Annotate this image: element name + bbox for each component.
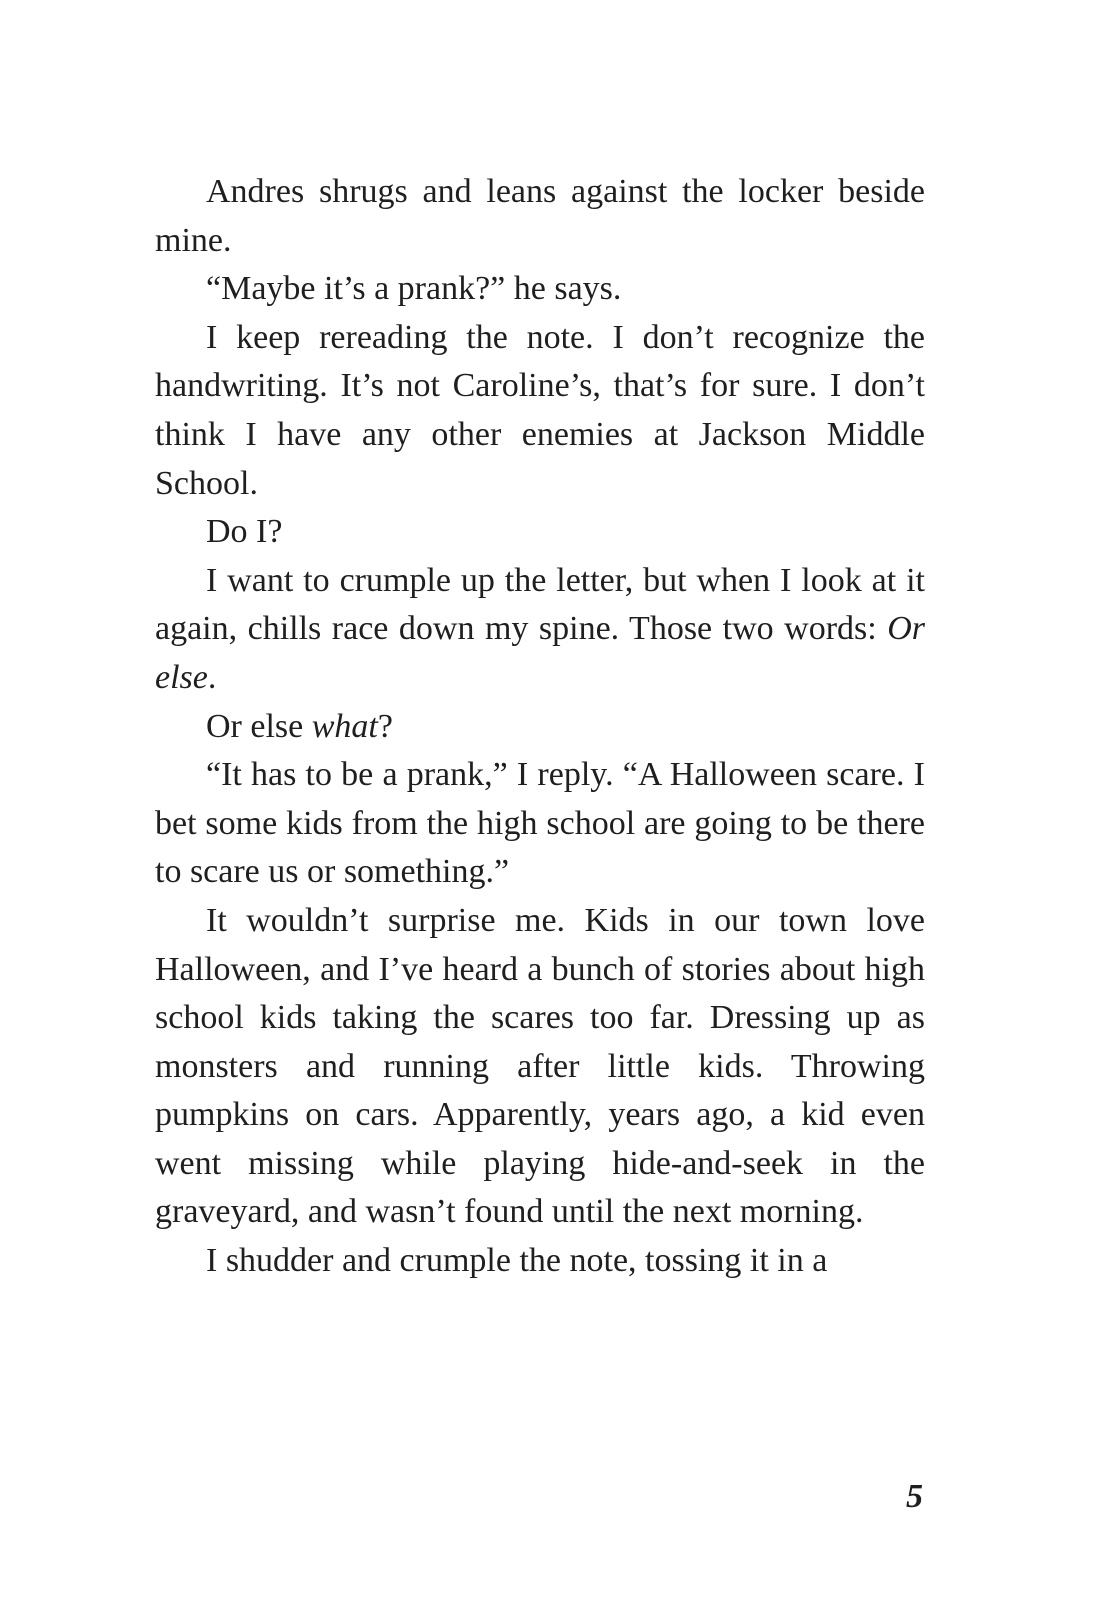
paragraph-2: “Maybe it’s a prank?” he says. <box>206 270 622 308</box>
paragraph-1: Andres shrugs and leans against the locker beside mine. <box>155 173 925 259</box>
paragraph-3: I keep rereading the note. I don’t recognize the handwriting. It’s not Caroline’s, that’s for sure. I don’t think I have any other enemies at Jackson Middle School. <box>155 318 925 502</box>
paragraph-6-end: ? <box>377 707 393 745</box>
paragraph-8: It wouldn’t surprise me. Kids in our town love Halloween, and I’ve heard a bunch of stories about high school kids taking the scares too far. Dressing up as monsters and running after little kids. Throwing pumpkins on cars. Apparently, years ago, a kid even went missing while playing hide-and-seek in the graveyard, and wasn’t found until the next morning. <box>155 901 925 1231</box>
paragraph-6 <box>155 703 925 752</box>
paragraph-6-text: Or else <box>206 707 312 745</box>
paragraph-5-end: . <box>207 658 217 696</box>
body-text <box>155 168 925 1286</box>
paragraph-4: Do I? <box>206 513 283 551</box>
paragraph-6-italic: what <box>311 707 378 745</box>
page-number: 5 <box>906 1478 923 1515</box>
paragraph-9: I shudder and crumple the note, tossing it in a <box>206 1242 828 1280</box>
paragraph-5-text: I want to crumple up the letter, but when I look at it again, chills race down my spine. Those two words: <box>155 561 925 648</box>
paragraph-7: “It has to be a prank,” I reply. “A Halloween scare. I bet some kids from the high school are going to be there to scare us or something.” <box>155 756 925 891</box>
paragraph-5 <box>155 557 925 703</box>
paragraph-5-italic: Or else <box>155 610 925 696</box>
